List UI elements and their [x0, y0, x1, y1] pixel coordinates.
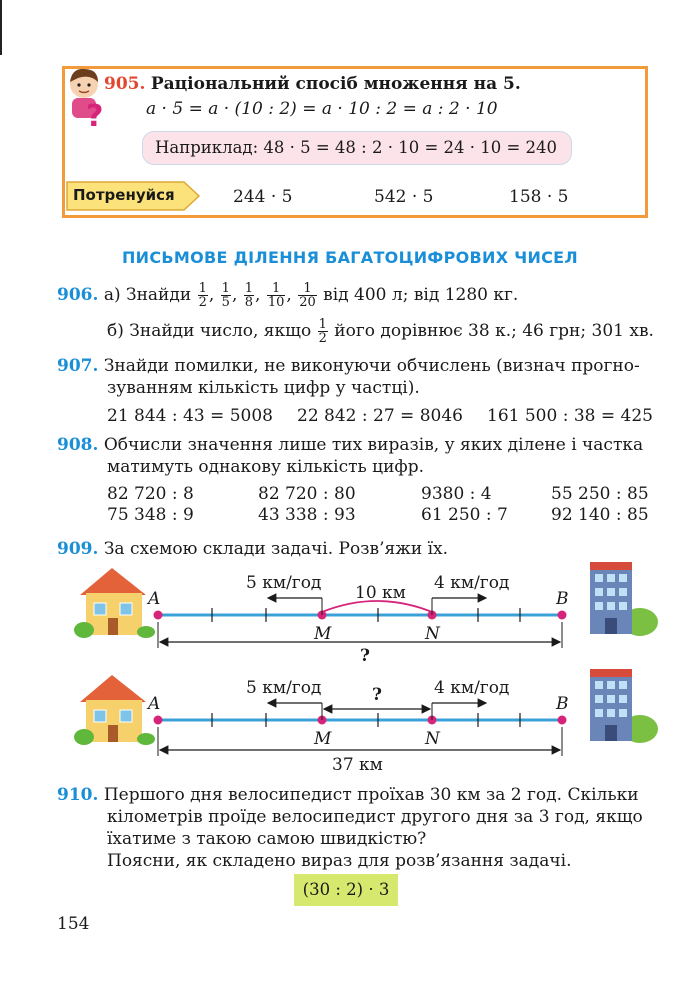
exercise-number: 905.	[104, 74, 146, 94]
svg-text:?: ?	[86, 99, 104, 134]
speed-left: 5 км/год	[246, 573, 322, 593]
exercise-905-heading	[104, 74, 521, 94]
exercise-907-line2: зуванням кількість цифр у частці).	[107, 378, 420, 398]
speed-left: 5 км/год	[246, 678, 322, 698]
total-distance: ?	[360, 646, 370, 666]
text: Обчисли значення лише тих виразів, у яких ділене і частка	[103, 435, 644, 455]
fraction: $\frac{1}{2}$	[198, 281, 207, 310]
exercise-906-b	[107, 318, 654, 345]
exercise-number: 907.	[57, 356, 99, 376]
point-label-a: A	[148, 694, 161, 714]
text: Першого дня велосипедист проїхав 30 км за 2 год. Скільки	[103, 785, 639, 805]
expression: 75 348 : 9	[107, 505, 194, 525]
apartment-building-icon	[590, 562, 658, 636]
point-label-m: M	[314, 624, 332, 644]
exercise-910-line1	[57, 785, 639, 805]
apartment-building-icon	[590, 669, 658, 743]
point-label-a: A	[148, 589, 161, 609]
exercise-906-a: 906. а) Знайди $\frac{1}{2}$ , $\frac{1}{5}$ , $\frac{1}{8}$ , $\frac{1}{10}$ , $\frac{1}{20}$ від 400 л; від 1280 кг.	[57, 281, 519, 310]
text: Знайди помилки, не виконуючи обчислень (визнач прогно-	[103, 356, 640, 376]
point-label-n: N	[425, 624, 440, 644]
fraction: $\frac{1}{20}$	[299, 281, 316, 310]
exercise-title: Раціональний спосіб множення на 5.	[150, 74, 521, 94]
point-label-b: B	[556, 589, 569, 609]
expression: 61 250 : 7	[421, 505, 508, 525]
expression: 22 842 : 27 = 8046	[297, 406, 463, 426]
answer-expression: (30 : 2) · 3	[294, 874, 398, 906]
motion-diagram-1	[0, 560, 700, 670]
formula: a · 5 = a · (10 : 2) = a · 10 : 2 = a : 2 · 10	[146, 99, 498, 119]
text: б) Знайди число, якщо	[107, 321, 312, 341]
distance-middle: ?	[372, 685, 382, 705]
expression: 55 250 : 85	[551, 484, 649, 504]
example-box: Наприклад: 48 · 5 = 48 : 2 · 10 = 24 · 10 = 240	[142, 131, 572, 165]
task-item: 158 · 5	[509, 187, 569, 207]
task-item: 542 · 5	[374, 187, 434, 207]
exercise-908-line2: матимуть однакову кількість цифр.	[107, 457, 425, 477]
exercise-number: 909.	[57, 539, 99, 559]
text: а) Знайди	[103, 285, 192, 305]
exercise-907-line1	[57, 356, 640, 376]
expression: 82 720 : 80	[258, 484, 356, 504]
fraction: $\frac{1}{2}$	[318, 317, 327, 346]
house-icon	[74, 568, 155, 638]
expression: 92 140 : 85	[551, 505, 649, 525]
exercise-908-line1	[57, 435, 643, 455]
exercise-number: 908.	[57, 435, 99, 455]
speed-right: 4 км/год	[434, 678, 510, 698]
section-title: ПИСЬМОВЕ ДІЛЕННЯ БАГАТОЦИФРОВИХ ЧИСЕЛ	[121, 248, 578, 267]
text: його дорівнює 38 к.; 46 грн; 301 хв.	[334, 321, 654, 341]
expression: 43 338 : 93	[258, 505, 356, 525]
page-number: 154	[57, 914, 90, 934]
expression: 9380 : 4	[421, 484, 492, 504]
expression: 21 844 : 43 = 5008	[107, 406, 273, 426]
text: За схемою склади задачі. Розв’яжи їх.	[103, 539, 448, 559]
point-label-n: N	[425, 729, 440, 749]
exercise-909-heading	[57, 539, 448, 559]
train-label: Потренуйся	[73, 186, 175, 204]
house-icon	[74, 675, 155, 745]
expression: 161 500 : 38 = 425	[487, 406, 653, 426]
exercise-910-line2: кілометрів проїде велосипедист другого дня за 3 год, якщо	[107, 807, 643, 827]
expression: 82 720 : 8	[107, 484, 194, 504]
fraction: $\frac{1}{5}$	[221, 281, 230, 310]
exercise-number: 910.	[57, 785, 99, 805]
point-label-m: M	[314, 729, 332, 749]
task-item: 244 · 5	[233, 187, 293, 207]
exercise-910-line3: їхатиме з такою самою швидкістю?	[107, 829, 427, 849]
distance-middle: 10 км	[355, 583, 406, 603]
fraction: $\frac{1}{8}$	[244, 281, 254, 310]
exercise-910-line4: Поясни, як складено вираз для розв’язання задачі.	[107, 851, 572, 871]
speed-right: 4 км/год	[434, 573, 510, 593]
text: від 400 л; від 1280 кг.	[323, 285, 519, 305]
fraction: $\frac{1}{10}$	[267, 281, 285, 310]
page-edge-mark	[0, 0, 2, 55]
exercise-number: 906.	[57, 285, 99, 305]
point-label-b: B	[556, 694, 569, 714]
thinking-child-icon	[66, 66, 106, 136]
total-distance: 37 км	[332, 755, 383, 775]
